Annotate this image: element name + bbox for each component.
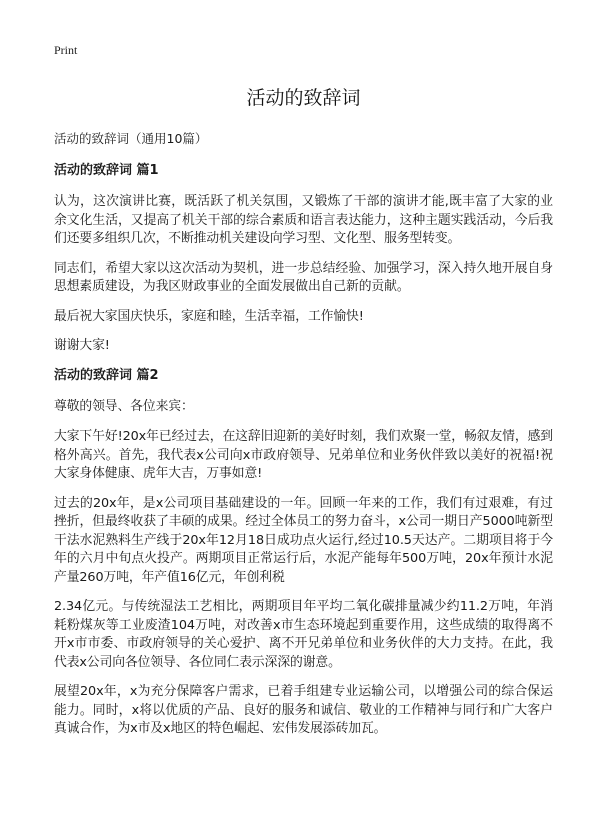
section-1-paragraph: 认为，这次演讲比赛，既活跃了机关氛围，又锻炼了干部的演讲才能,既丰富了大家的业余文化生活，又提高了机关干部的综合素质和语言表达能力，这种主题实践活动，今后我们还要多组织几次，不断推动机关建设向学习型、文化型、服务型转变。: [54, 194, 553, 246]
section-2-paragraph: 展望20x年，x为充分保障客户需求，已着手组建专业运输公司，以增强公司的综合保运能力。同时，x将以优质的产品、良好的服务和诚信、敬业的工作精神与同行和广大客户真诚合作，为x市及x地区的特色崛起、宏伟发展添砖加瓦。: [54, 684, 553, 736]
section-1-heading: 活动的致辞词 篇1: [54, 163, 159, 178]
section-2-paragraph: 2.34亿元。与传统湿法工艺相比，两期项目年平均二氧化碳排量减少约11.2万吨，年消耗粉煤灰等工业废渣104万吨，对改善x市生态环境起到重要作用，这些成绩的取得离不开x市市委、市政府领导的关心爱护、离不开兄弟单位和业务伙伴的大力支持。在此，我代表x公司向各位领导、各位同仁表示深深的谢意。: [54, 599, 553, 670]
section-1-paragraph: 同志们，希望大家以这次活动为契机，进一步总结经验、加强学习，深入持久地开展自身思想素质建设，为我区财政事业的全面发展做出自己新的贡献。: [54, 260, 553, 294]
document-subtitle: 活动的致辞词（通用10篇）: [54, 131, 208, 146]
section-2-greeting: 尊敬的领导、各位来宾：: [54, 398, 194, 414]
section-1-paragraph: 谢谢大家!: [54, 338, 110, 353]
section-2-heading: 活动的致辞词 篇2: [54, 367, 159, 383]
section-2-paragraph: 大家下午好!20x年已经过去，在这辞旧迎新的美好时刻，我们欢聚一堂，畅叙友情，感到格外高兴。首先，我代表x公司向x市政府领导、兄弟单位和业务伙伴致以美好的祝福!祝大家身体健康、虎年大吉，万事如意!: [54, 429, 553, 481]
print-label[interactable]: Print: [54, 43, 78, 57]
section-2-paragraph: 过去的20x年，是x公司项目基础建设的一年。回顾一年来的工作，我们有过艰难，有过挫折，但最终收获了丰硕的成果。经过全体员工的努力奋斗，x公司一期日产5000吨新型干法水泥熟料生产线于20x年12月18日成功点火运行,经过10.5天达产。二期项目将于今年的六月中旬点火投产。两期项目正常运行后，水泥产能每年500万吨，20x年预计水泥产量260万吨，年产值16亿元，年创利税: [54, 495, 553, 585]
document-title: 活动的致辞词: [246, 87, 361, 109]
section-1-paragraph: 最后祝大家国庆快乐，家庭和睦，生活幸福，工作愉快!: [54, 308, 364, 324]
